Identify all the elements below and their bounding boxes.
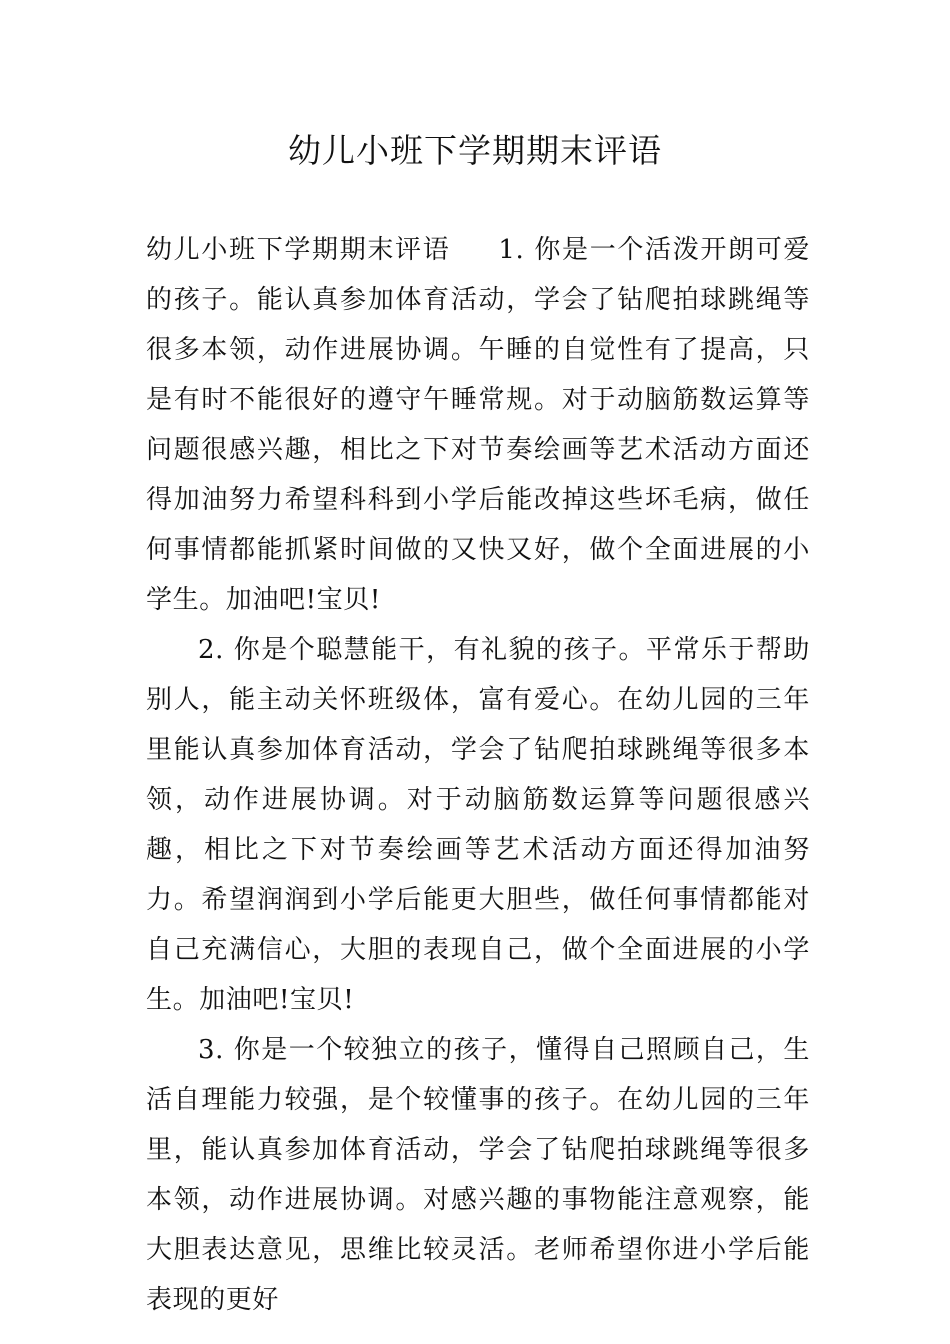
paragraph-3	[146, 1025, 810, 1325]
paragraph-text: 3. 你是一个较独立的孩子，懂得自己照顾自己，生活自理能力较强，是个较懂事的孩子。在幼儿园的三年里，能认真参加体育活动，学会了钻爬拍球跳绳等很多本领，动作进展协调。对感兴趣的事物能注意观察，能大胆表达意见，思维比较灵活。老师希望你进小学后能表现的更好	[146, 1035, 810, 1315]
document-title: 幼儿小班下学期期末评语	[288, 131, 662, 170]
paragraph-2	[146, 625, 810, 1025]
paragraph-text: 1. 你是一个活泼开朗可爱的孩子。能认真参加体育活动，学会了钻爬拍球跳绳等很多本领，动作进展协调。午睡的自觉性有了提高，只是有时不能很好的遵守午睡常规。对于动脑筋数运算等问题很感兴趣，相比之下对节奏绘画等艺术活动方面还得加油努力希望科科到小学后能改掉这些坏毛病，做任何事情都能抓紧时间做的又快又好，做个全面进展的小学生。加油吧!宝贝!	[146, 235, 810, 615]
paragraph-text: 2. 你是个聪慧能干，有礼貌的孩子。平常乐于帮助别人，能主动关怀班级体，富有爱心。在幼儿园的三年里能认真参加体育活动，学会了钻爬拍球跳绳等很多本领，动作进展协调。对于动脑筋数运算等问题很感兴趣，相比之下对节奏绘画等艺术活动方面还得加油努力。希望润润到小学后能更大胆些，做任何事情都能对自己充满信心，大胆的表现自己，做个全面进展的小学生。加油吧!宝贝!	[146, 635, 810, 1015]
paragraph-lead: 幼儿小班下学期期末评语	[146, 235, 451, 265]
document-body	[146, 225, 810, 1325]
paragraph-1	[146, 225, 810, 625]
